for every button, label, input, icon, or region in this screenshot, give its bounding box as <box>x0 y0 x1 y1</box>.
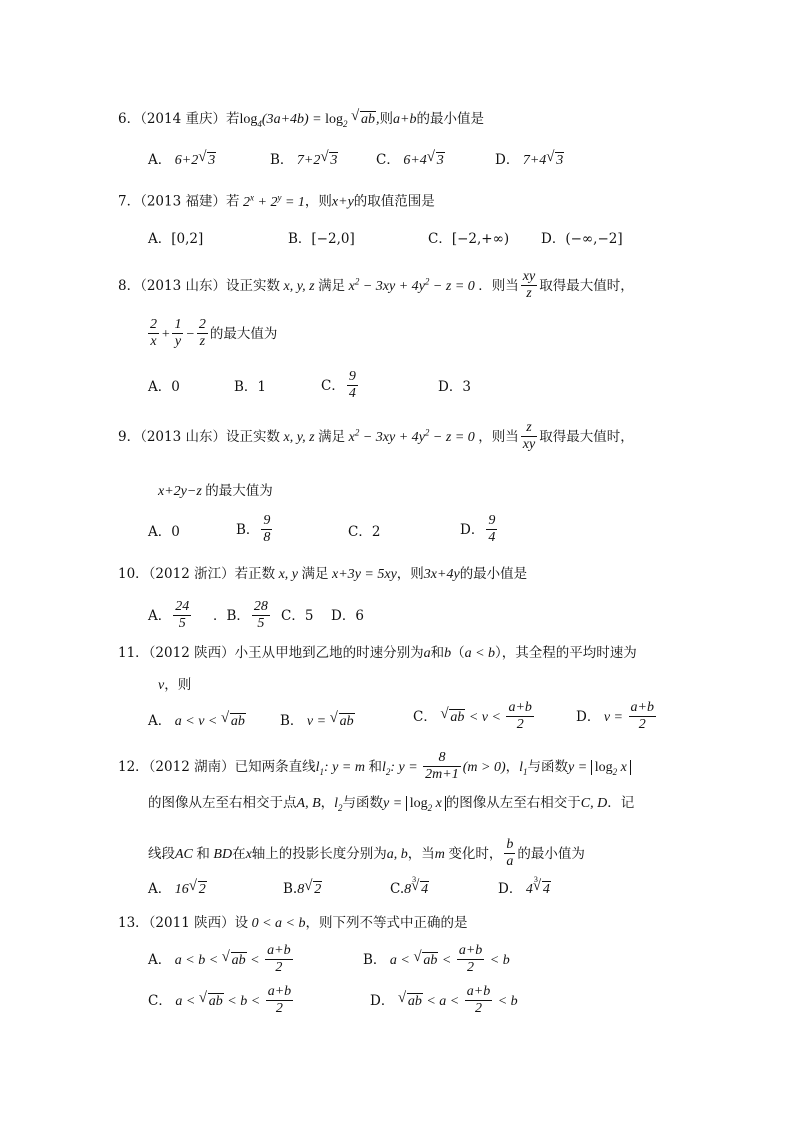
q8-option-a[interactable]: A．0 <box>148 379 180 395</box>
q7-option-b[interactable]: B．[−2,0] <box>288 231 355 247</box>
question-13: 13．（2011 陕西）设 0 < a < b，则下列不等式中正确的是 <box>118 915 468 931</box>
question-10: 10．（2012 浙江）若正数 x, y 满足 x+3y = 5xy，则3x+4y的最小值是 <box>118 566 528 582</box>
q11-option-b[interactable]: B． v = √ ab <box>280 713 355 729</box>
question-8-line2: $\frac{2}{x}$ + $\frac{1}{y}$ − $\frac{2}{z}$ 的最大值为 <box>150 317 278 350</box>
q11-option-c[interactable]: C． √ ab < v < $\frac{a+b}{2}$ <box>413 701 536 734</box>
q7-option-c[interactable]: C．[−2,+∞) <box>428 231 510 247</box>
q13-option-a[interactable]: A． a < b < √ ab < $\frac{a+b}{2}$ <box>148 944 295 977</box>
q12-option-a[interactable]: A． 16√ 2 <box>148 881 207 897</box>
q8-option-d[interactable]: D．3 <box>438 379 471 395</box>
q6-option-d[interactable]: D． 7+4√ 3 <box>495 152 564 168</box>
question-11: 11．（2012 陕西）小王从甲地到乙地的时速分别为a和b（a < b），其全程的平均时速为 <box>118 645 637 661</box>
q12-option-b[interactable]: B.8√ 2 <box>283 881 322 897</box>
q10-option-b[interactable]: ．B． $\frac{28}{5}$ <box>213 599 268 632</box>
question-7: 7．（2013 福建）若 $2^x + 2^y = 1$，则x+y的取值范围是 <box>118 192 435 210</box>
question-12-line2: 的图像从左至右相交于点A, B，$l_2$与函数$y = \log_2 x$ 的图像从左至右相交于C, D．记 <box>148 795 635 813</box>
question-9: 9．（2013 山东）设正实数 x, y, z 满足 $x^2 - 3xy + 4y^2 - z = 0$ ，则当 $\frac{z}{xy}$ 取得最大值时， <box>118 420 634 453</box>
question-9-line2: x+2y−z 的最大值为 <box>158 483 273 499</box>
q10-option-a[interactable]: A． $\frac{24}{5}$ <box>148 599 190 632</box>
q6-equation: $\log_4(3a+4b) = \log_2$ √ ab, <box>240 112 380 127</box>
question-6: 6．（2014 重庆）若$\log_4(3a+4b) = \log_2$ √ ab,则a+b的最小值是 <box>118 111 484 129</box>
q6-option-a[interactable]: A． 6+2√ 3 <box>148 152 216 168</box>
question-12: 12．（2012 湖南）已知两条直线$l_1$: y = m 和$l_2$: y = $\frac{8}{2m+1}$ (m > 0)，$l_1$与函数$y = \log_2 x$ <box>118 751 631 784</box>
question-11-line2: v，则 <box>158 677 192 693</box>
q11-option-a[interactable]: A． a < v < √ ab <box>148 713 246 729</box>
q13-option-b[interactable]: B． a < √ ab < $\frac{a+b}{2}$ < b <box>363 944 510 977</box>
q6-option-b[interactable]: B． 7+2√ 3 <box>270 152 338 168</box>
q13-option-c[interactable]: C． a < √ ab < b < $\frac{a+b}{2}$ <box>148 985 295 1018</box>
q13-option-d[interactable]: D． √ ab < a < $\frac{a+b}{2}$ < b <box>370 985 518 1018</box>
q10-option-c[interactable]: C．5 <box>281 608 314 624</box>
q10-option-d[interactable]: D．6 <box>331 608 364 624</box>
q12-option-c[interactable]: C.8 √ 3 4 <box>390 881 429 897</box>
q9-option-a[interactable]: A．0 <box>148 524 180 540</box>
question-12-line3: 线段AC 和 BD在x轴上的投影长度分别为a, b，当m 变化时， $\frac{b}{a}$ 的最小值为 <box>148 837 585 870</box>
q9-option-b[interactable]: B． $\frac{9}{8}$ <box>236 513 271 546</box>
q8-option-c[interactable]: C． $\frac{9}{4}$ <box>321 369 356 402</box>
question-8: 8．（2013 山东）设正实数 x, y, z 满足 $x^2 - 3xy + 4y^2 - z = 0$ ．则当 $\frac{xy}{z}$ 取得最大值时， <box>118 269 634 302</box>
q8-option-b[interactable]: B．1 <box>234 379 267 395</box>
q9-option-d[interactable]: D． $\frac{9}{4}$ <box>460 513 496 546</box>
q7-option-a[interactable]: A．[0,2] <box>148 231 204 247</box>
q11-option-d[interactable]: D． v = $\frac{a+b}{2}$ <box>576 700 654 733</box>
q9-option-c[interactable]: C．2 <box>348 524 381 540</box>
q7-option-d[interactable]: D．(−∞,−2] <box>541 231 623 247</box>
q12-option-d[interactable]: D． 4 √ 3 4 <box>498 881 551 897</box>
q6-option-c[interactable]: C． 6+4√ 3 <box>376 152 445 168</box>
